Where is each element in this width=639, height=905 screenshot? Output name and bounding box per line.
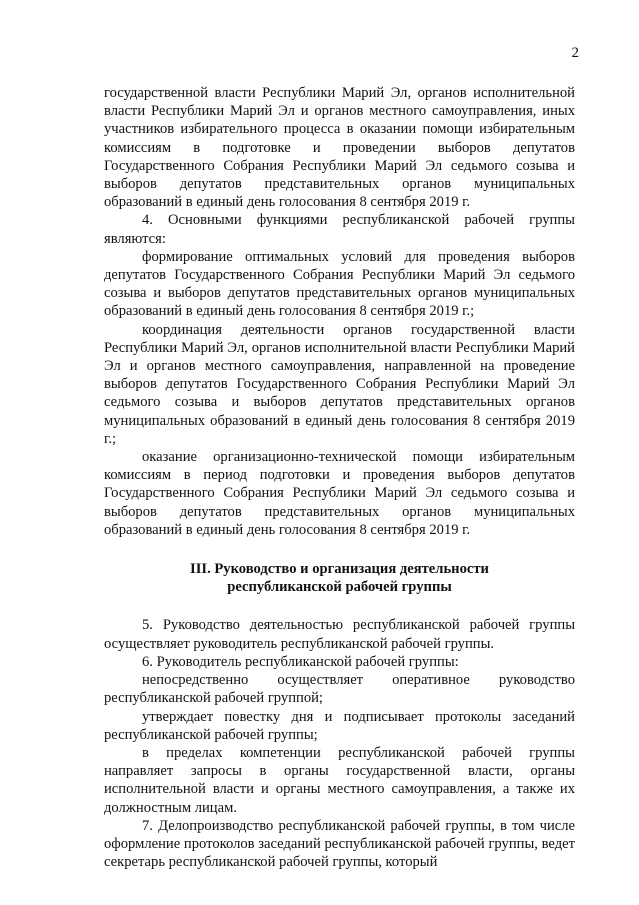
paragraph-item-7: 7. Делопроизводство республиканской рабочей группы, в том числе оформление протоколов заседаний республиканской рабочей группы, ведет секретарь республиканской рабочей группы, который [104,817,575,871]
paragraph-function-3: оказание организационно-технической помощи избирательным комиссиям в период подготовки и проведения выборов депутатов Государственного Собрания Республики Марий Эл седьмого созыва и выборов депутатов представительных органов муниципальных образований в единый день голосования 8 сентября 2019 г. [104,449,575,538]
paragraph-continuation: государственной власти Республики Марий Эл, органов исполнительной власти Республики Марий Эл и органов местного самоуправления, иных участников избирательного процесса в оказании помощи избирательным комиссиям в подготовке и проведении выборов депутатов Государственного Собрания Республики Марий Эл седьмого созыва и выборов депутатов представительных органов муниципальных образований в единый день голосования 8 сентября 2019 г. [104,85,575,211]
paragraph-function-1: формирование оптимальных условий для проведения выборов депутатов Государственного Собрания Республики Марий Эл седьмого созыва и выборов депутатов представительных органов муниципальных образований в единый день голосования 8 сентября 2019 г.; [104,248,575,320]
paragraph-item-4: 4. Основными функциями республиканской рабочей группы являются: [104,212,575,247]
paragraph-duty-3: в пределах компетенции республиканской рабочей группы направляет запросы в органы государственной власти, органы исполнительной власти и органы местного самоуправления, а также их должностным лицам. [104,744,575,816]
section-heading-line-2: республиканской рабочей группы [227,579,452,596]
document-body [104,84,575,871]
paragraph-duty-1: непосредственно осуществляет оперативное руководство республиканской рабочей группой; [104,672,575,707]
paragraph-item-5: 5. Руководство деятельностью республиканской рабочей группы осуществляет руководитель республиканской рабочей группы. [104,617,575,652]
section-heading-line-1: III. Руководство и организация деятельности [190,561,489,578]
page-number: 2 [571,45,579,61]
section-heading [104,560,575,596]
paragraph-item-6: 6. Руководитель республиканской рабочей группы: [142,653,459,670]
paragraph-duty-2: утверждает повестку дня и подписывает протоколы заседаний республиканской рабочей группы; [104,708,575,743]
paragraph-function-2: координация деятельности органов государственной власти Республики Марий Эл, органов исполнительной власти Республики Марий Эл и органов местного самоуправления, направленной на проведение выборов депутатов Государственного Собрания Республики Марий Эл седьмого созыва и выборов депутатов представительных органов муниципальных образований в единый день голосования 8 сентября 2019 г.; [104,321,575,447]
